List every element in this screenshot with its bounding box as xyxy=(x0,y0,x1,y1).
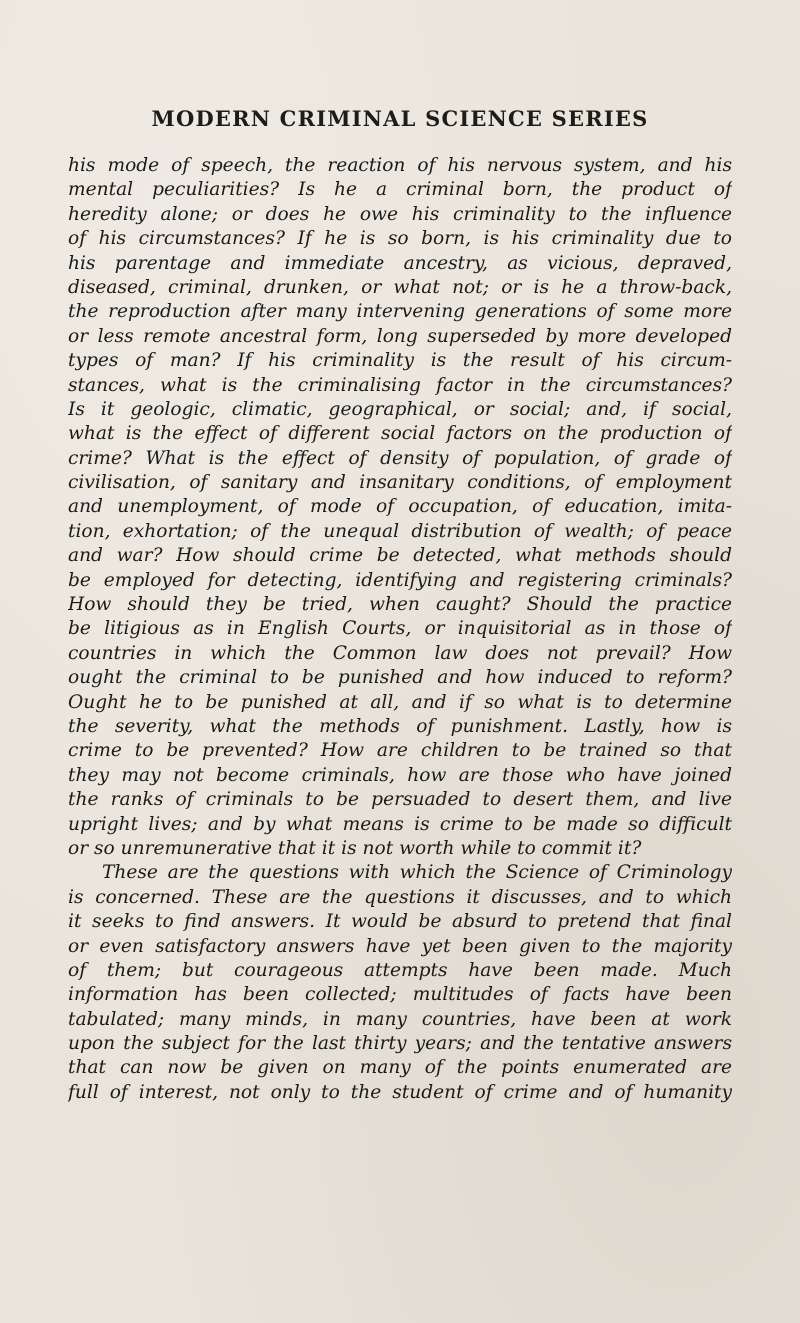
text-line: his mode of speech, the reaction of his nervous system, and his xyxy=(68,155,732,176)
text-line: or so unremunerative that it is not worth while to commit it? xyxy=(68,837,642,859)
text-line: heredity alone; or does he owe his criminality to the influence xyxy=(68,203,732,225)
text-line: is concerned. These are the questions it discusses, and to which xyxy=(68,886,732,908)
text-line: These are the questions with which the Science of Criminology xyxy=(102,862,732,884)
text-line: be employed for detecting, identifying and registering criminals? xyxy=(68,569,732,591)
text-line: of them; but courageous attempts have been made. Much xyxy=(68,959,732,981)
text-line: How should they be tried, when caught? Should the practice xyxy=(68,594,732,616)
text-line: ought the criminal to be punished and how induced to reform? xyxy=(68,667,732,689)
text-line: or even satisfactory answers have yet been given to the majority xyxy=(68,935,732,957)
text-line: crime to be prevented? How are children to be trained so that xyxy=(68,740,732,762)
text-line: and war? How should crime be detected, what methods should xyxy=(68,545,732,567)
text-line: the severity, what the methods of punishment. Lastly, how is xyxy=(68,715,732,737)
text-line: countries in which the Common law does not prevail? How xyxy=(68,642,732,664)
text-line: crime? What is the effect of density of population, of grade of xyxy=(68,447,732,469)
text-line: information has been collected; multitudes of facts have been xyxy=(68,984,732,1006)
text-line: and unemployment, of mode of occupation, of education, imita- xyxy=(68,496,732,518)
text-line: the ranks of criminals to be persuaded to desert them, and live xyxy=(68,789,732,811)
text-line: they may not become criminals, how are those who have joined xyxy=(68,764,732,786)
text-line: it seeks to find answers. It would be absurd to pretend that final xyxy=(68,911,732,933)
text-line: Ought he to be punished at all, and if so what is to determine xyxy=(68,691,732,713)
text-line: full of interest, not only to the student of crime and of humanity xyxy=(68,1081,732,1103)
text-line: the reproduction after many intervening generations of some more xyxy=(68,301,732,323)
text-line: upon the subject for the last thirty years; and the tentative answers xyxy=(68,1033,732,1055)
text-line: that can now be given on many of the points enumerated are xyxy=(68,1057,732,1079)
text-line: Is it geologic, climatic, geographical, or social; and, if social, xyxy=(68,398,732,420)
text-line: or less remote ancestral form, long superseded by more developed xyxy=(68,325,732,347)
text-line: what is the effect of different social factors on the production of xyxy=(68,423,732,445)
text-line: be litigious as in English Courts, or inquisitorial as in those of xyxy=(68,618,732,640)
text-line: mental peculiarities? Is he a criminal born, the product of xyxy=(68,179,732,201)
running-head: MODERN CRIMINAL SCIENCE SERIES xyxy=(151,106,649,131)
body-text xyxy=(68,154,732,1105)
text-line: tabulated; many minds, in many countries, have been at work xyxy=(68,1008,732,1030)
text-line: diseased, criminal, drunken, or what not; or is he a throw-back, xyxy=(68,276,732,298)
text-line: stances, what is the criminalising factor in the circumstances? xyxy=(68,374,732,396)
text-line: upright lives; and by what means is crime to be made so difficult xyxy=(68,813,732,835)
text-line: his parentage and immediate ancestry, as vicious, depraved, xyxy=(68,252,732,274)
text-line: types of man? If his criminality is the result of his circum- xyxy=(68,350,732,372)
text-line: civilisation, of sanitary and insanitary conditions, of employment xyxy=(68,472,732,494)
text-line: of his circumstances? If he is so born, is his criminality due to xyxy=(68,228,732,250)
text-line: tion, exhortation; of the unequal distribution of wealth; of peace xyxy=(68,520,732,542)
